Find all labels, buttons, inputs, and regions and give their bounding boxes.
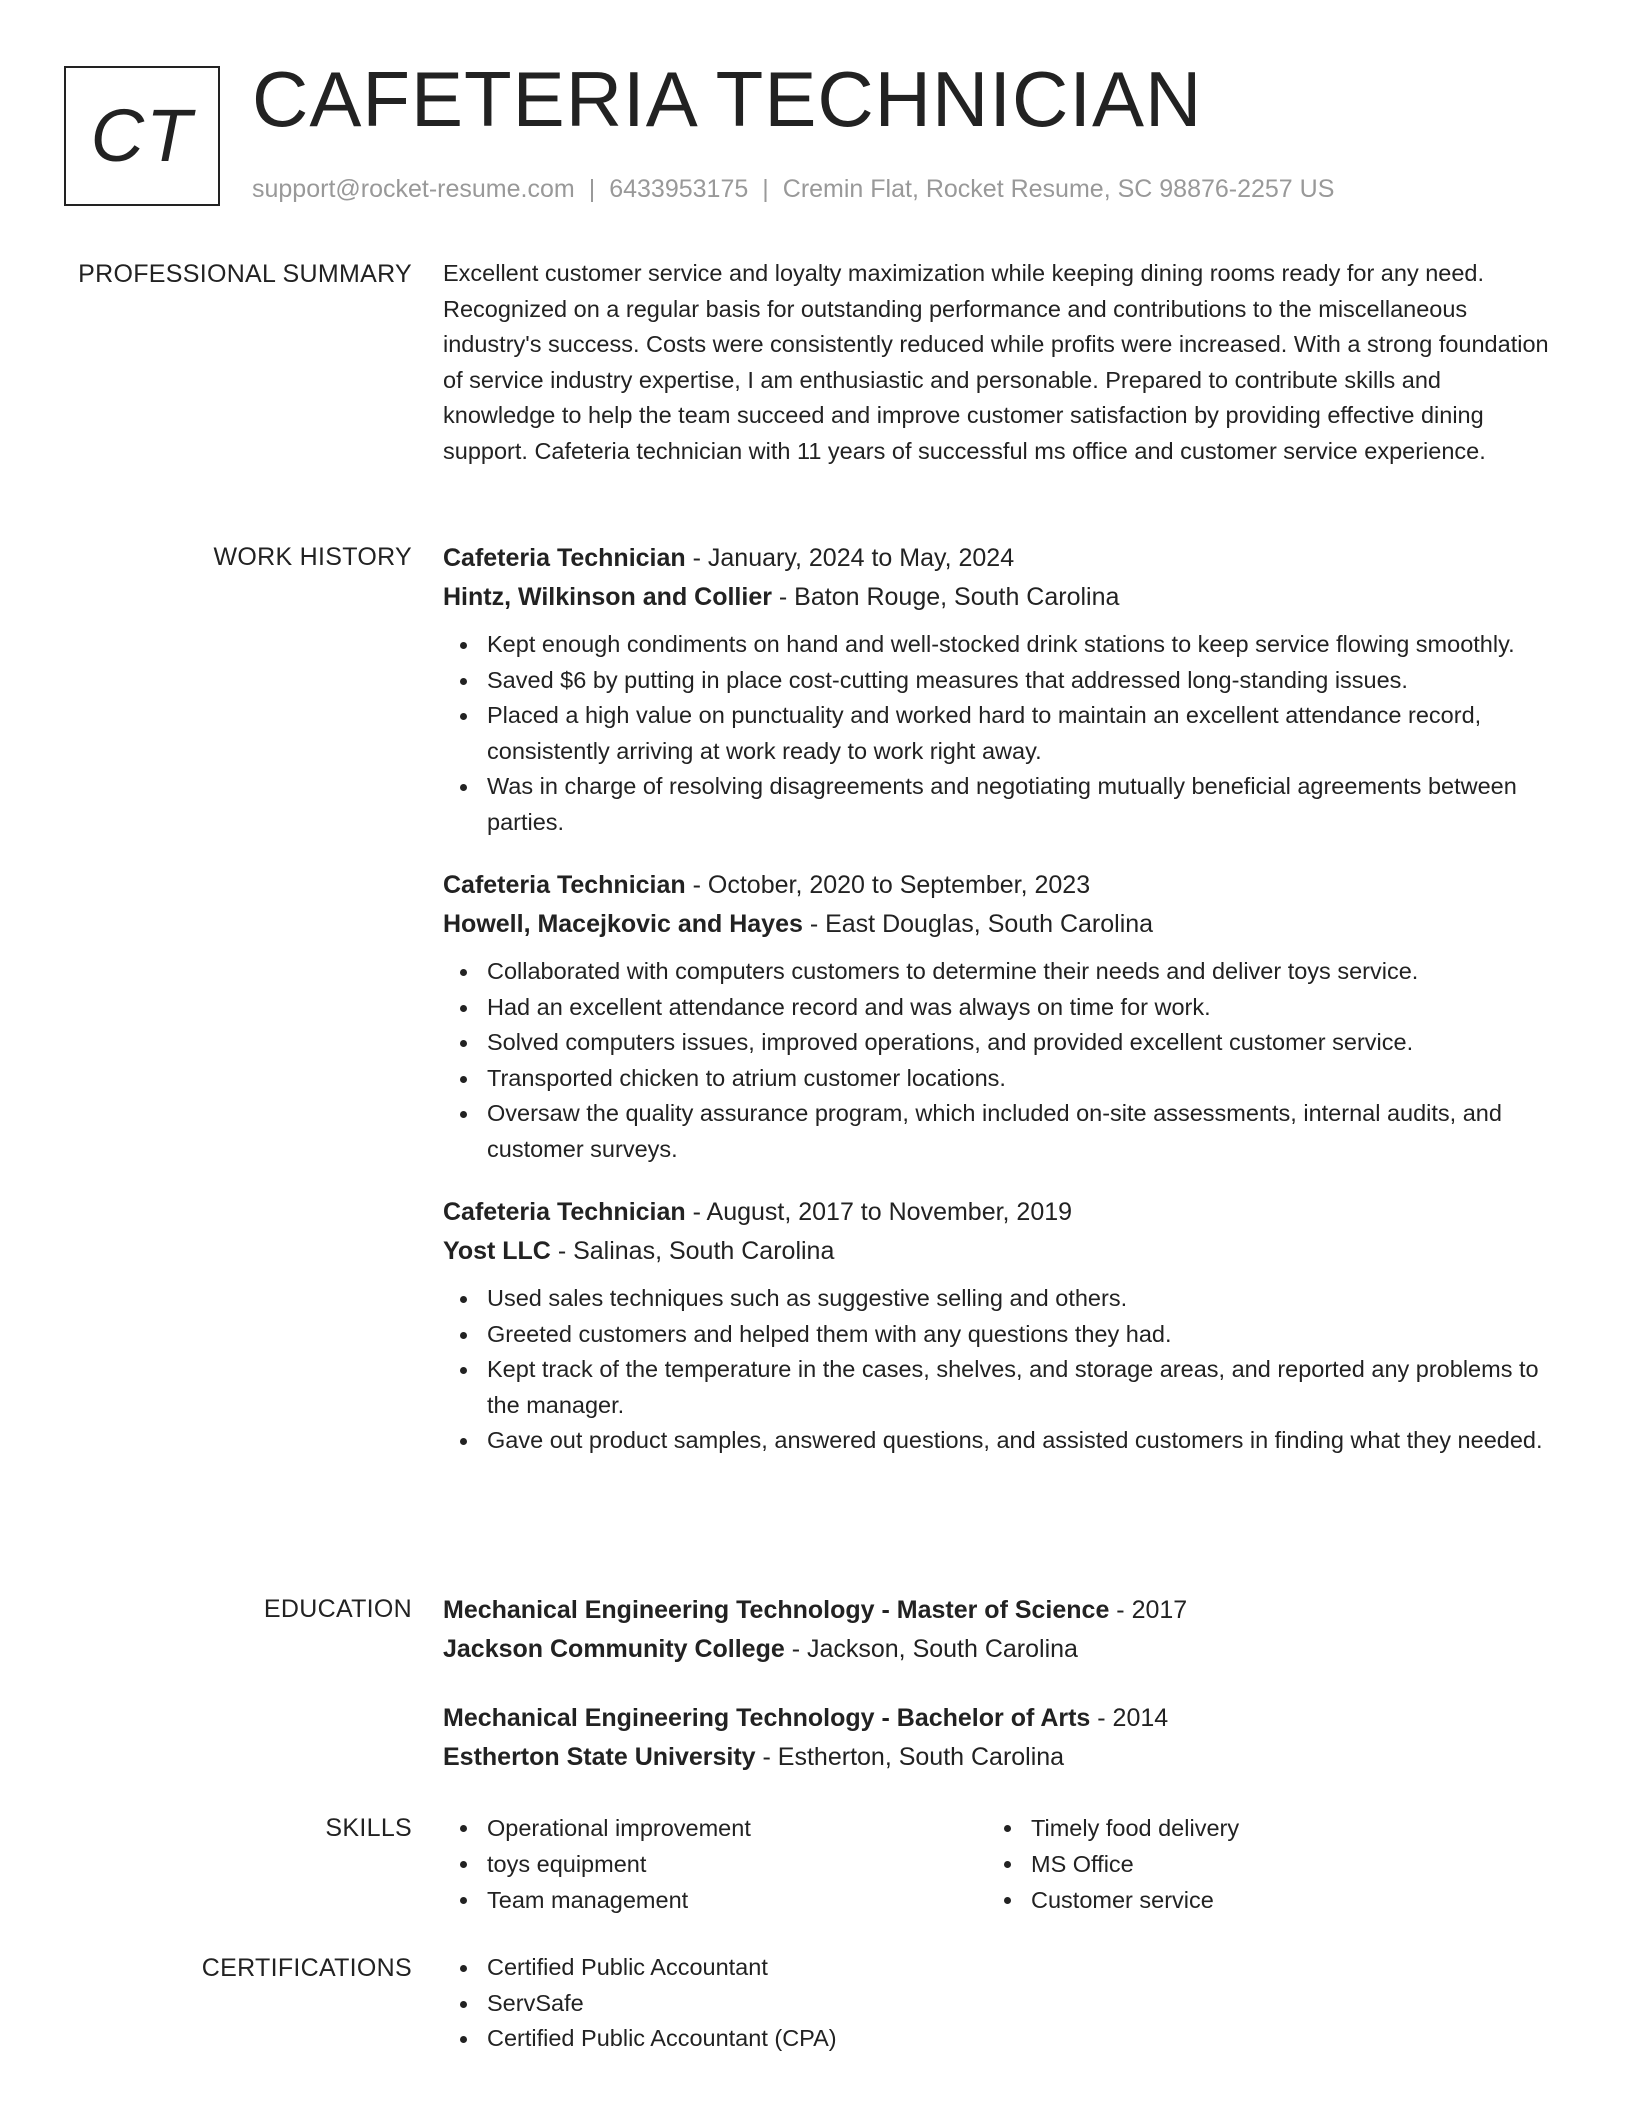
job-title-line [443, 539, 1555, 578]
contact-email: support@rocket-resume.com [252, 175, 575, 203]
list-item: Kept enough condiments on hand and well-stocked drink stations to keep service flowing smoothly. [487, 627, 1555, 663]
section-label: EDUCATION [263, 1595, 412, 1623]
skills-column-left [443, 1810, 987, 1918]
job-company-line [443, 905, 1555, 944]
education-degree: Mechanical Engineering Technology - Bachelor of Arts [443, 1704, 1091, 1732]
list-item: Customer service [1031, 1882, 1531, 1918]
section-label: SKILLS [325, 1814, 412, 1842]
monogram-initials: CT [90, 94, 194, 177]
contact-address: Cremin Flat, Rocket Resume, SC 98876-2257 US [782, 175, 1335, 203]
list-item: Team management [487, 1882, 987, 1918]
education-school-line [443, 1738, 1555, 1777]
education-year: - 2014 [1090, 1704, 1169, 1732]
contact-separator: | [762, 175, 769, 203]
education-school: Estherton State University [443, 1743, 756, 1771]
job-company: Howell, Macejkovic and Hayes [443, 910, 803, 938]
education-degree-line [443, 1591, 1555, 1630]
job-bullets [443, 627, 1555, 840]
job-company-line [443, 1232, 1555, 1271]
list-item: Solved computers issues, improved operations, and provided excellent customer service. [487, 1025, 1555, 1061]
list-item: Timely food delivery [1031, 1810, 1531, 1846]
job-entry [443, 539, 1555, 840]
list-item: Gave out product samples, answered questions, and assisted customers in finding what they needed. [487, 1423, 1555, 1459]
work-body [443, 539, 1555, 1485]
summary-text: Excellent customer service and loyalty maximization while keeping dining rooms ready for any need. Recognized on a regular basis for outstanding performance and contributions to the miscellaneous industry's success. Costs were consistently reduced while profits were increased. With a strong foundation of service industry expertise, I am enthusiastic and personable. Prepared to contribute skills and knowledge to help the team succeed and improve customer satisfaction by providing effective dining support. Cafeteria technician with 11 years of successful ms office and customer service experience. [443, 260, 1549, 464]
job-dates: - January, 2024 to May, 2024 [685, 544, 1015, 572]
job-company: Yost LLC [443, 1237, 551, 1265]
job-dates: - October, 2020 to September, 2023 [685, 871, 1091, 899]
list-item: toys equipment [487, 1846, 987, 1882]
list-item: Operational improvement [487, 1810, 987, 1846]
education-year: - 2017 [1109, 1596, 1188, 1624]
job-entry [443, 1193, 1555, 1459]
list-item: MS Office [1031, 1846, 1531, 1882]
education-location: - Jackson, South Carolina [784, 1635, 1078, 1663]
job-title: Cafeteria Technician [443, 1198, 686, 1226]
list-item: Certified Public Accountant (CPA) [487, 2021, 1555, 2057]
job-location: - Salinas, South Carolina [550, 1237, 835, 1265]
skills-body [443, 1810, 1555, 1918]
contact-separator: | [588, 175, 596, 203]
section-label: PROFESSIONAL SUMMARY [78, 260, 412, 288]
education-degree-line [443, 1699, 1555, 1738]
job-title: Cafeteria Technician [443, 871, 686, 899]
candidate-title: CAFETERIA TECHNICIAN [252, 55, 1203, 143]
education-degree: Mechanical Engineering Technology - Master of Science [443, 1596, 1110, 1624]
job-dates: - August, 2017 to November, 2019 [685, 1198, 1073, 1226]
education-entry [443, 1699, 1555, 1777]
list-item: Transported chicken to atrium customer locations. [487, 1061, 1555, 1097]
list-item: Certified Public Accountant [487, 1950, 1555, 1986]
skills-column-right [987, 1810, 1531, 1918]
list-item: Oversaw the quality assurance program, which included on-site assessments, internal audits, and customer surveys. [487, 1096, 1555, 1167]
list-item: ServSafe [487, 1986, 1555, 2022]
job-bullets [443, 1281, 1555, 1459]
job-company: Hintz, Wilkinson and Collier [443, 583, 772, 611]
job-title: Cafeteria Technician [443, 544, 686, 572]
list-item: Was in charge of resolving disagreements and negotiating mutually beneficial agreements between parties. [487, 769, 1555, 840]
list-item: Saved $6 by putting in place cost-cutting measures that addressed long-standing issues. [487, 663, 1555, 699]
list-item: Greeted customers and helped them with any questions they had. [487, 1317, 1555, 1353]
job-location: - East Douglas, South Carolina [802, 910, 1154, 938]
job-bullets [443, 954, 1555, 1167]
section-label: CERTIFICATIONS [201, 1954, 412, 1982]
job-company-line [443, 578, 1555, 617]
list-item: Used sales techniques such as suggestive selling and others. [487, 1281, 1555, 1317]
job-title-line [443, 866, 1555, 905]
job-location: - Baton Rouge, South Carolina [771, 583, 1120, 611]
list-item: Placed a high value on punctuality and worked hard to maintain an excellent attendance record, consistently arriving at work ready to work right away. [487, 698, 1555, 769]
list-item: Collaborated with computers customers to determine their needs and deliver toys service. [487, 954, 1555, 990]
certifications-list [443, 1950, 1555, 2057]
skills-grid [443, 1810, 1555, 1918]
education-location: - Estherton, South Carolina [755, 1743, 1065, 1771]
list-item: Had an excellent attendance record and was always on time for work. [487, 990, 1555, 1026]
section-label: WORK HISTORY [213, 543, 412, 571]
contact-line [252, 174, 1334, 204]
job-title-line [443, 1193, 1555, 1232]
list-item: Kept track of the temperature in the cases, shelves, and storage areas, and reported any problems to the manager. [487, 1352, 1555, 1423]
education-school-line [443, 1630, 1555, 1669]
education-school: Jackson Community College [443, 1635, 785, 1663]
summary-body [443, 256, 1555, 469]
monogram-badge [64, 66, 220, 206]
job-entry [443, 866, 1555, 1167]
certifications-body [443, 1950, 1555, 2057]
education-entry [443, 1591, 1555, 1669]
education-body [443, 1591, 1555, 1807]
contact-phone: 6433953175 [609, 175, 749, 203]
